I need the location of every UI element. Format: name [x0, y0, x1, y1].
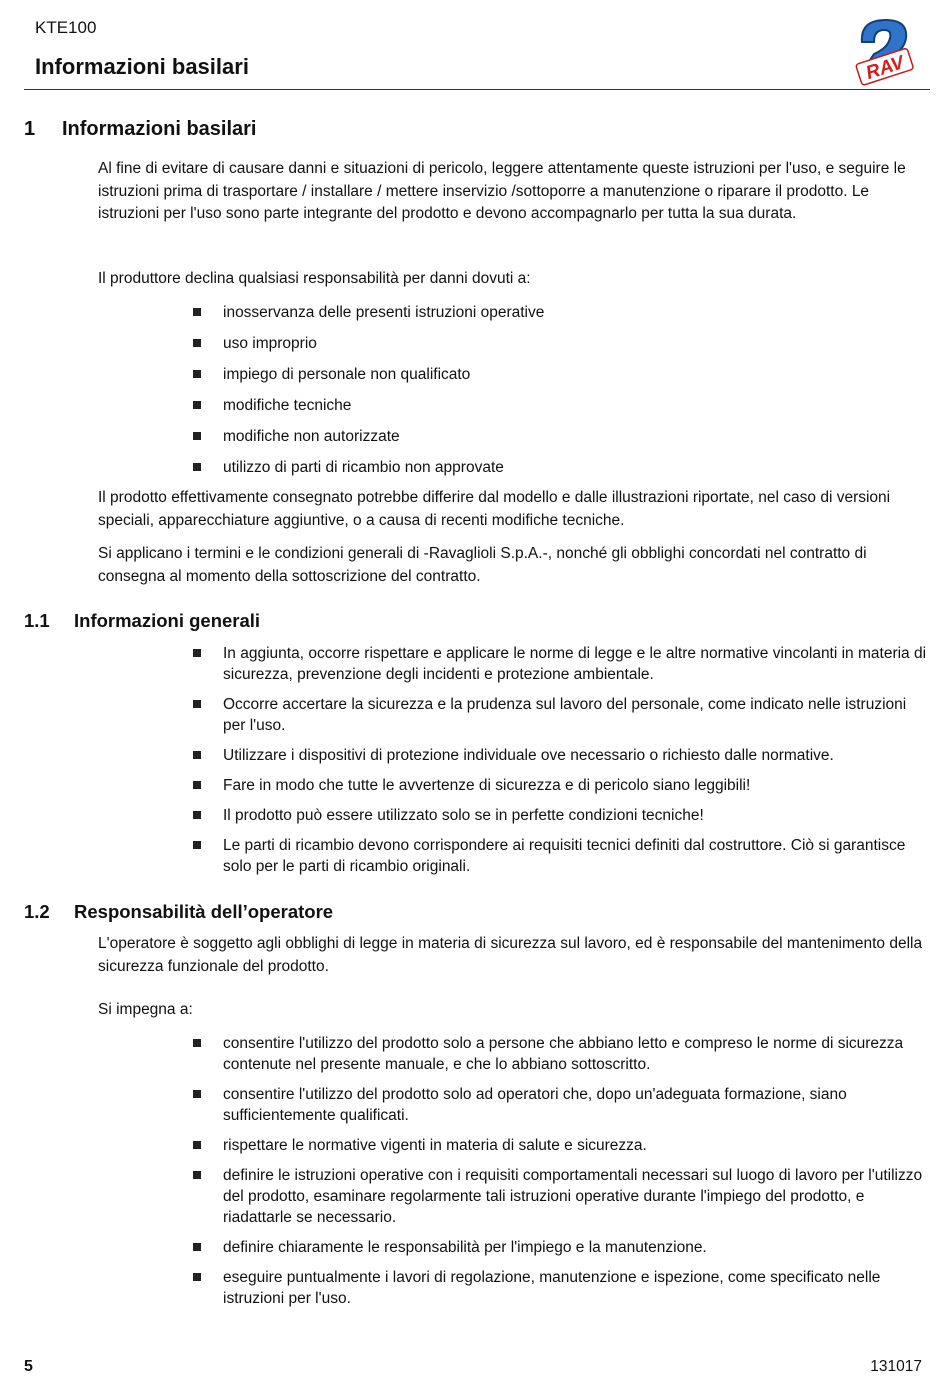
liability-intro: Il produttore declina qualsiasi responsabilità per danni dovuti a: — [98, 270, 531, 287]
section-1-heading — [24, 118, 256, 141]
list-item: consentire l'utilizzo del prodotto solo ad operatori che, dopo un'adeguata formazione, siano sufficientemente qualificati. — [193, 1084, 928, 1126]
section-1-1-title: Informazioni generali — [74, 610, 261, 631]
logo-text: RAV — [863, 52, 907, 85]
list-item: Le parti di ricambio devono corrispondere ai requisiti tecnici definiti dal costruttore. Ciò si garantisce solo per le parti di ricambio originali. — [193, 835, 928, 877]
list-item: Utilizzare i dispositivi di protezione individuale ove necessario o richiesto dalle normative. — [193, 745, 928, 766]
list-item: modifiche tecniche — [193, 395, 928, 416]
header-section-title: Informazioni basilari — [35, 54, 249, 79]
list-item: Il prodotto può essere utilizzato solo se in perfette condizioni tecniche! — [193, 805, 928, 826]
list-item: utilizzo di parti di ricambio non approvate — [193, 457, 928, 478]
list-item: Fare in modo che tutte le avvertenze di sicurezza e di pericolo siano leggibili! — [193, 775, 928, 796]
section-1-2-heading — [24, 901, 333, 923]
section-1-title: Informazioni basilari — [62, 118, 257, 140]
section-1-number: 1 — [24, 118, 36, 140]
list-item: uso improprio — [193, 333, 928, 354]
list-item: definire le istruzioni operative con i requisiti comportamentali necessari sul luogo di lavoro per l'utilizzo del prodotto, esaminare regolarmente tali istruzioni operative durante l'impiego del prodotto, e riadattarle se necessario. — [193, 1165, 928, 1228]
operator-intro: L'operatore è soggetto agli obblighi di legge in materia di sicurezza sul lavoro, ed è responsabile del mantenimento della sicurezza funzionale del prodotto. — [98, 935, 923, 975]
terms-note: Si applicano i termini e le condizioni generali di -Ravaglioli S.p.A.-, nonché gli obblighi concordati nel contratto di consegna al momento della sottoscrizione del contratto. — [98, 545, 867, 585]
list-item: Occorre accertare la sicurezza e la prudenza sul lavoro del personale, come indicato nelle istruzioni per l'uso. — [193, 694, 928, 736]
header-divider — [24, 89, 930, 90]
list-item: rispettare le normative vigenti in materia di salute e sicurezza. — [193, 1135, 928, 1156]
section-1-intro: Al fine di evitare di causare danni e situazioni di pericolo, leggere attentamente queste istruzioni per l'uso, e seguire le istruzioni prima di trasportare / installare / mettere inservizio /sottoporre a manutenzione o riparare il prodotto. Le istruzioni per l'uso sono parte integrante del prodotto e devono accompagnarlo per tutta la sua durata. — [98, 160, 906, 222]
list-item: In aggiunta, occorre rispettare e applicare le norme di legge e le altre normative vincolanti in materia di sicurezza, prevenzione degli incidenti e protezione ambientale. — [193, 643, 928, 685]
document-code: 131017 — [870, 1358, 922, 1375]
list-item: eseguire puntualmente i lavori di regolazione, manutenzione e ispezione, come specificato nelle istruzioni per l'uso. — [193, 1267, 928, 1309]
section-1-2-number: 1.2 — [24, 901, 50, 922]
operator-duties-list — [193, 1033, 928, 1309]
general-info-list — [193, 643, 928, 877]
list-item: definire chiaramente le responsabilità per l'impiego e la manutenzione. — [193, 1237, 928, 1258]
section-1-1-heading — [24, 610, 260, 632]
list-item: modifiche non autorizzate — [193, 426, 928, 447]
commit-intro: Si impegna a: — [98, 1001, 193, 1018]
section-1-2-title: Responsabilità dell’operatore — [74, 901, 334, 922]
header-model: KTE100 — [35, 18, 97, 37]
page-number: 5 — [24, 1358, 33, 1375]
delivery-note: Il prodotto effettivamente consegnato potrebbe differire dal modello e dalle illustrazioni riportate, nel caso di versioni speciali, apparecchiature aggiuntive, o a causa di recenti modifiche tecniche. — [98, 489, 891, 529]
list-item: inosservanza delle presenti istruzioni operative — [193, 302, 928, 323]
section-1-1-number: 1.1 — [24, 610, 50, 631]
liability-list — [193, 302, 928, 478]
rav-logo — [852, 14, 916, 86]
list-item: consentire l'utilizzo del prodotto solo a persone che abbiano letto e compreso le norme di sicurezza contenute nel presente manuale, e che lo abbiano sottoscritto. — [193, 1033, 928, 1075]
list-item: impiego di personale non qualificato — [193, 364, 928, 385]
